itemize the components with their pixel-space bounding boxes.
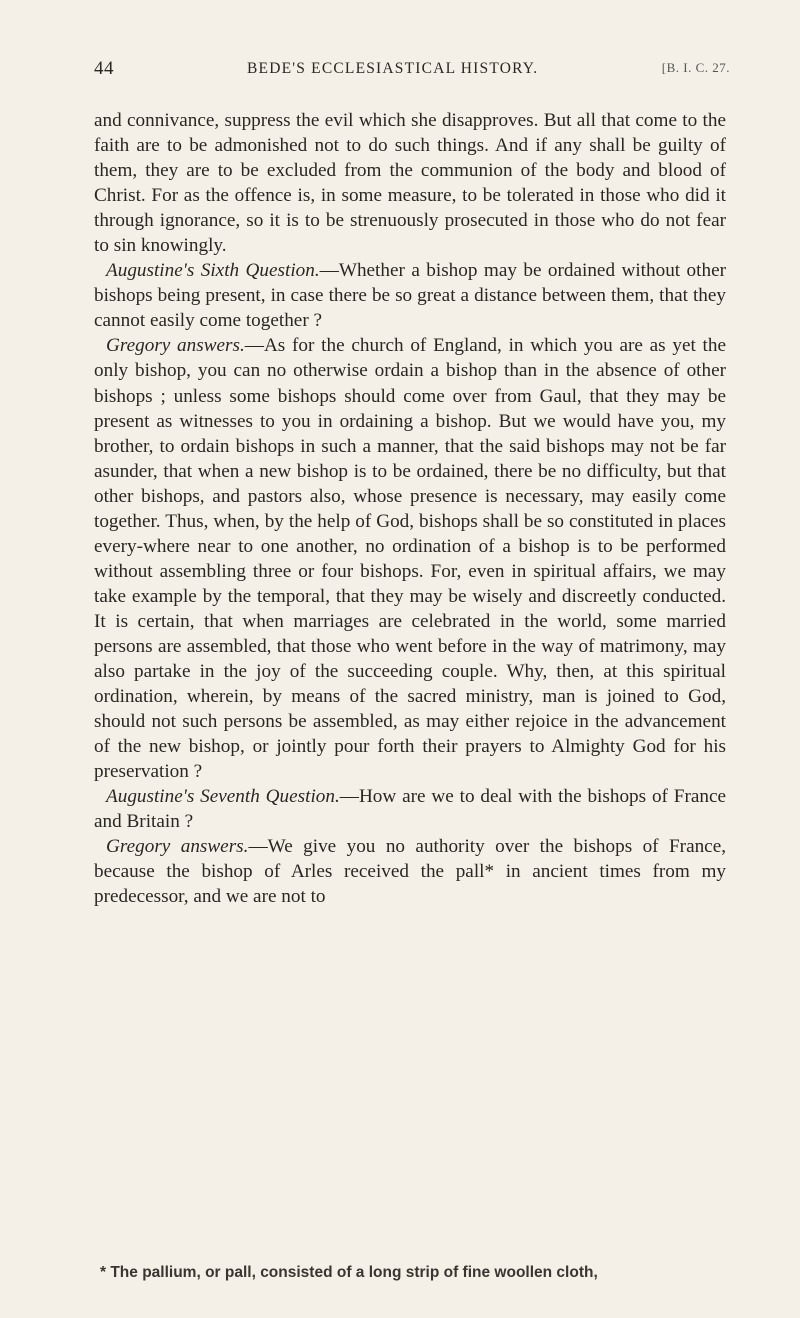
paragraph-text: and connivance, suppress the evil which she disapproves. But all that come to the faith are to be admonished not to do such things. And if any shall be guilty of them, they are to be excluded from the communion of the body and blood of Christ. For as the offence is, in some measure, to be tolerated in those who did it through ignorance, so it is to be strenuously prosecuted in those who do not fear to sin knowingly. bbox=[94, 110, 726, 257]
question-six bbox=[94, 258, 726, 333]
question-label: Augustine's Sixth Question. bbox=[106, 260, 320, 282]
running-header bbox=[94, 58, 730, 82]
paragraph-continuation bbox=[94, 108, 726, 258]
chapter-reference: [B. I. C. 27. bbox=[661, 60, 730, 75]
question-text: —How are we to deal with the bishops of France and Britain ? bbox=[94, 786, 726, 833]
answer-label: Gregory answers. bbox=[106, 335, 245, 357]
running-title: BEDE'S ECCLESIASTICAL HISTORY. bbox=[247, 60, 539, 77]
body-text bbox=[94, 108, 726, 910]
answer-six bbox=[94, 333, 726, 784]
question-text: —Whether a bishop may be ordained without other bishops being present, in case there be so great a distance between them, that they cannot easily come together ? bbox=[94, 260, 726, 332]
answer-label: Gregory answers. bbox=[106, 836, 249, 858]
question-label: Augustine's Seventh Question. bbox=[106, 786, 340, 808]
footnote-marker: * bbox=[484, 861, 495, 883]
answer-text: —As for the church of England, in which you are as yet the only bishop, you can no otherwise ordain a bishop than in the absence of other bishops ; unless some bishops should come over from Gaul, that they may be present as witnesses to you in ordaining a bishop. But we would have you, my brother, to ordain bishops in such a manner, that the said bishops may not be far asunder, that when a new bishop is to be ordained, there be no difficulty, but that other bishops, and pastors also, whose presence is necessary, may easily come together. Thus, when, by the help of God, bishops shall be so constituted in places every-where near to one another, no ordination of a bishop is to be performed without assembling three or four bishops. For, even in spiritual affairs, we may take example by the temporal, that they may be wisely and discreetly conducted. It is certain, that when marriages are celebrated in the world, some married persons are assembled, that those who went before in the way of matrimony, may also partake in the joy of the succeeding couple. Why, then, at this spiritual ordination, wherein, by means of the sacred ministry, man is joined to God, should not such persons be assembled, as may either rejoice in the advancement of the new bishop, or jointly pour forth their prayers to Almighty God for his preservation ? bbox=[94, 335, 727, 783]
page-number: 44 bbox=[94, 58, 114, 79]
question-seven bbox=[94, 784, 726, 834]
footnote: * The pallium, or pall, consisted of a long strip of fine woollen cloth, bbox=[100, 1264, 598, 1281]
answer-text: —We give you no authority over the bishops of France, because the bishop of Arles received the pall bbox=[94, 836, 727, 883]
answer-text-continued: in ancient times from my predecessor, and we are not to bbox=[94, 861, 726, 908]
answer-seven bbox=[94, 834, 726, 909]
